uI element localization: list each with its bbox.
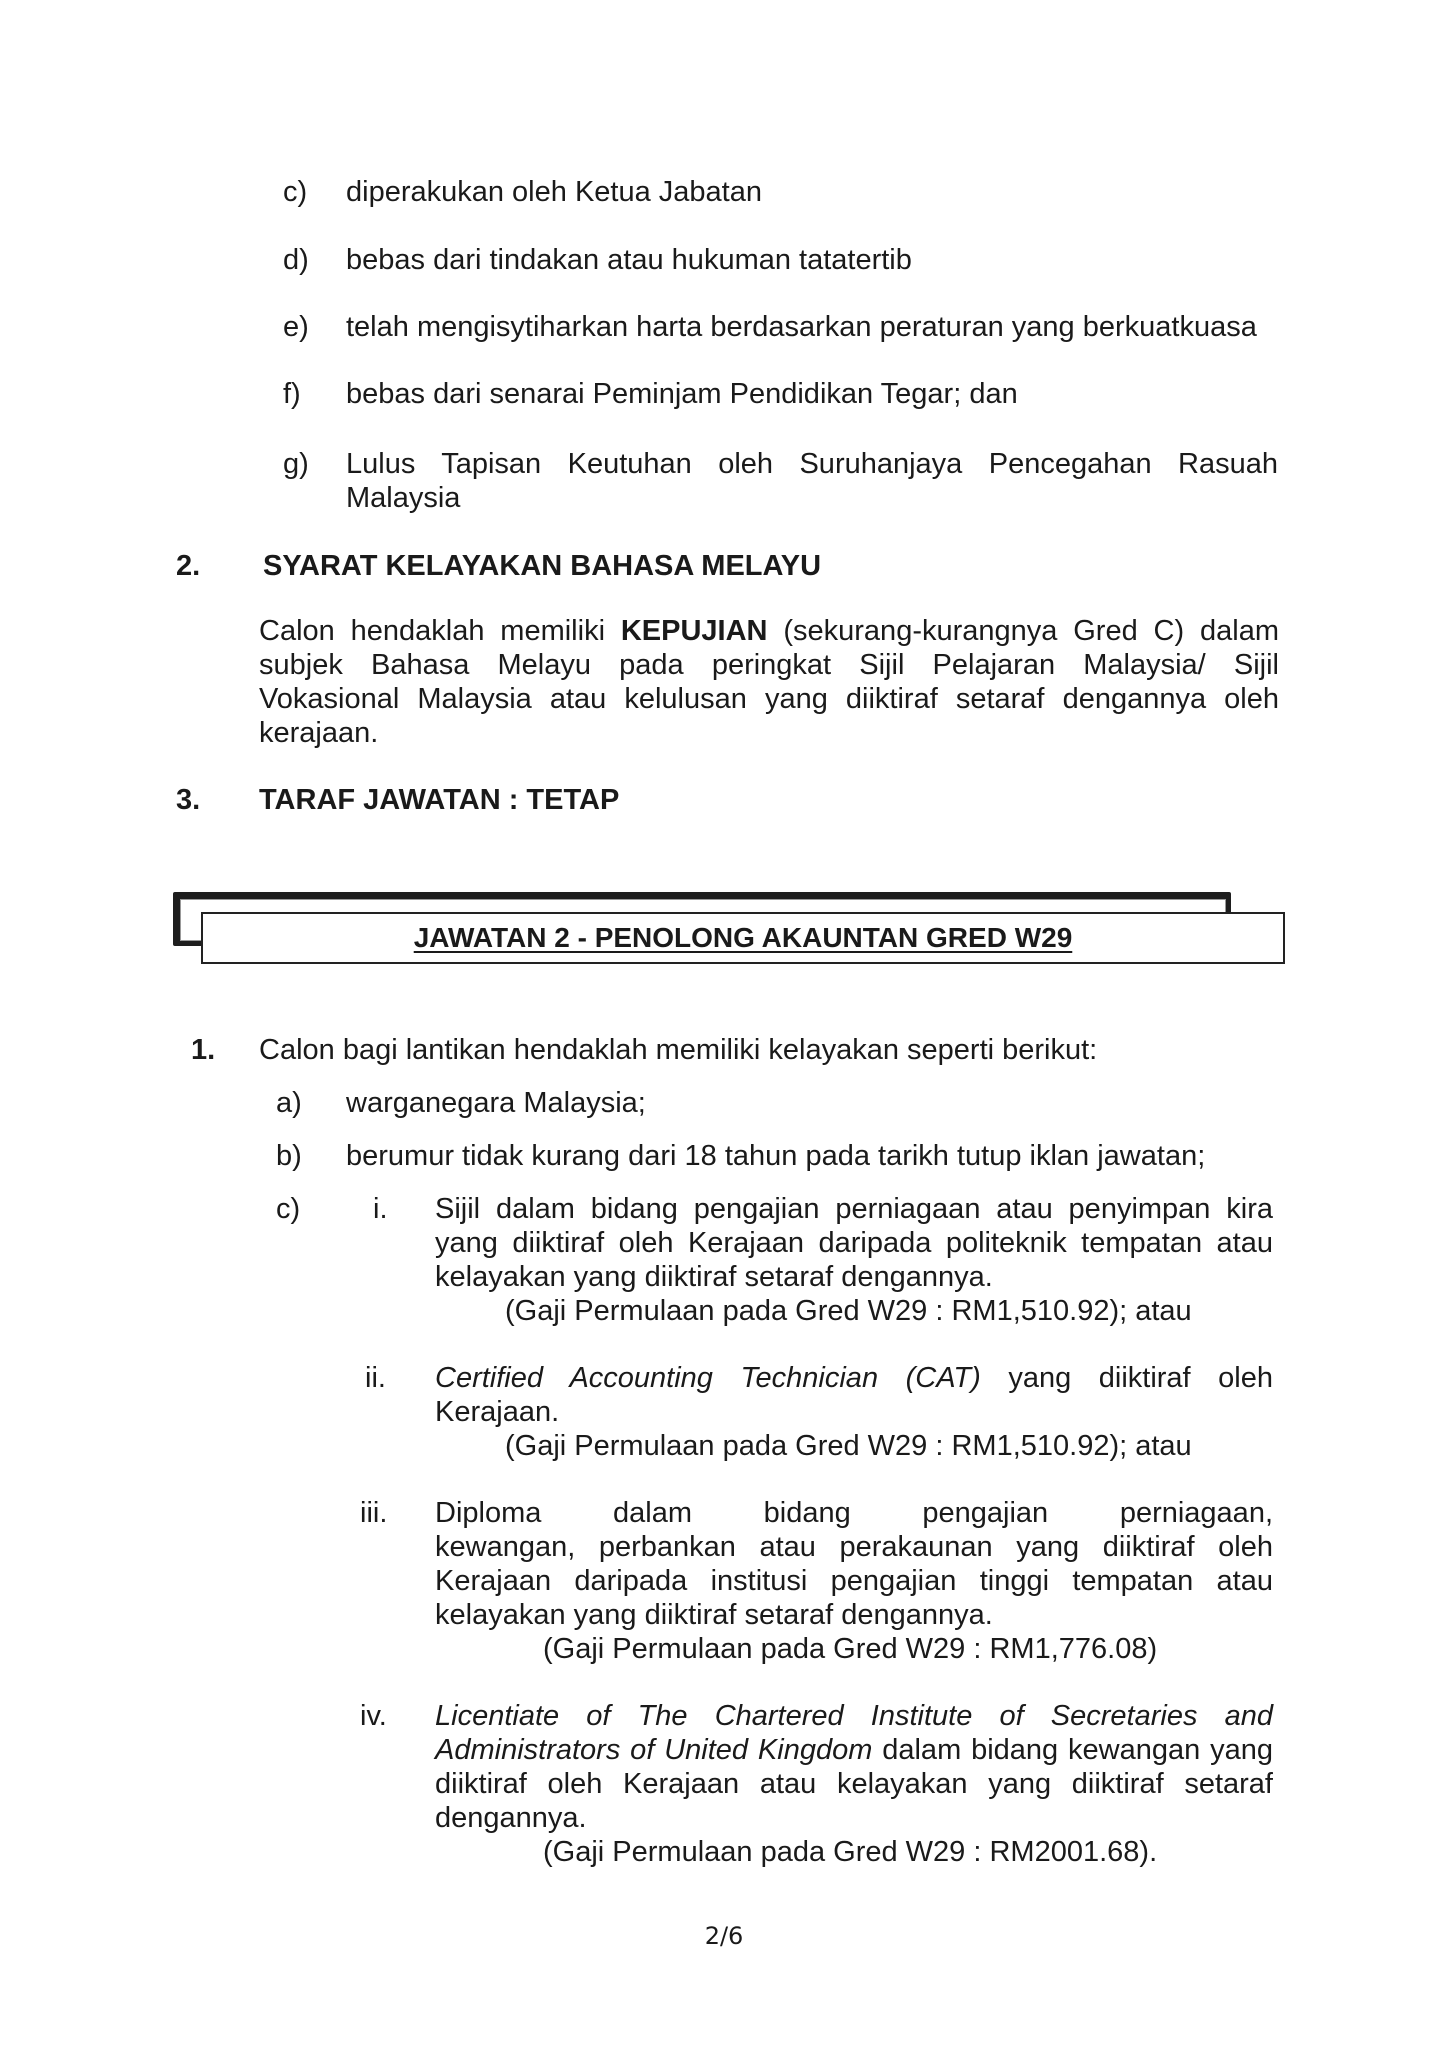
post2-marker-b: b) [276,1140,302,1172]
post2-marker-c: c) [276,1193,301,1225]
list-item-f-text: bebas dari senarai Peminjam Pendidikan Tegar; dan [346,378,1018,410]
list-marker-d: d) [283,244,309,276]
item-iii-numeral: iii. [360,1497,388,1529]
item-iii-line3: Kerajaan daripada institusi pengajian tinggi tempatan atau [435,1565,1273,1597]
section2-bold-kepujian: KEPUJIAN [620,615,768,647]
item-ii-salary: (Gaji Permulaan pada Gred W29 : RM1,510.92); atau [505,1430,1192,1462]
banner-title: JAWATAN 2 - PENOLONG AKAUNTAN GRED W29 [413,922,1073,953]
post2-intro: Calon bagi lantikan hendaklah memiliki kelayakan seperti berikut: [259,1034,1098,1066]
section2-text-before: Calon hendaklah memiliki [259,615,606,647]
list-item-e-text: telah mengisytiharkan harta berdasarkan peraturan yang berkuatkuasa [346,311,1257,343]
section3-heading: TARAF JAWATAN : TETAP [259,784,620,816]
item-iv-line4: dengannya. [435,1802,587,1834]
item-iv-italic-name: Administrators of United Kingdom [435,1734,873,1766]
post2-number: 1. [191,1034,216,1066]
page-number: 2/6 [704,1922,744,1950]
item-iii-line2: kewangan, perbankan atau perakaunan yang diiktiraf oleh [435,1531,1273,1563]
item-iii-line1: Diploma dalam bidang pengajian perniagaan, [435,1497,1273,1529]
item-iii-line4: kelayakan yang diiktiraf setaraf dengannya. [435,1599,993,1631]
item-i-salary: (Gaji Permulaan pada Gred W29 : RM1,510.92); atau [505,1295,1192,1327]
item-iv-salary: (Gaji Permulaan pada Gred W29 : RM2001.68). [543,1836,1158,1868]
list-item-c-text: diperakukan oleh Ketua Jabatan [346,176,762,208]
list-item-d-text: bebas dari tindakan atau hukuman tatatertib [346,244,912,276]
item-iv-line1: Licentiate of The Chartered Institute of Secretaries and [435,1700,1273,1732]
item-ii-line2: Kerajaan. [435,1396,560,1428]
list-marker-e: e) [283,311,309,343]
section2-paragraph-line4: kerajaan. [259,717,379,749]
post2-item-a-text: warganegara Malaysia; [346,1087,646,1119]
post2-marker-a: a) [276,1087,302,1119]
section2-paragraph-line2: subjek Bahasa Melayu pada peringkat Sijil Pelajaran Malaysia/ Sijil [259,649,1279,681]
item-iv-numeral: iv. [360,1700,387,1732]
section2-paragraph-line3: Vokasional Malaysia atau kelulusan yang diiktiraf setaraf dengannya oleh [259,683,1279,715]
section2-text-after: (sekurang-kurangnya Gred C) dalam [783,615,1279,647]
item-i-line3: kelayakan yang diiktiraf setaraf dengannya. [435,1261,993,1293]
item-iii-salary: (Gaji Permulaan pada Gred W29 : RM1,776.08) [543,1633,1158,1665]
item-i-numeral: i. [373,1193,388,1225]
list-marker-c: c) [283,176,308,208]
item-iv-line3: diiktiraf oleh Kerajaan atau kelayakan yang diiktiraf setaraf [435,1768,1273,1800]
item-iv-line2-rest: dalam bidang kewangan yang [882,1734,1273,1766]
item-ii-line1 [435,1362,1273,1395]
section3-number: 3. [176,784,201,816]
list-marker-g: g) [283,448,309,480]
item-ii-numeral: ii. [365,1362,386,1394]
list-item-g-line1: Lulus Tapisan Keutuhan oleh Suruhanjaya Pencegahan Rasuah [346,448,1278,480]
section2-paragraph-line1 [259,615,1279,648]
post2-item-b-text: berumur tidak kurang dari 18 tahun pada tarikh tutup iklan jawatan; [346,1140,1206,1172]
item-ii-line1-rest: yang diiktiraf oleh [1008,1362,1273,1394]
section2-heading: SYARAT KELAYAKAN BAHASA MELAYU [263,550,822,582]
item-iv-line2 [435,1734,1273,1767]
item-i-line1: Sijil dalam bidang pengajian perniagaan atau penyimpan kira [435,1193,1273,1225]
item-ii-italic-title: Certified Accounting Technician (CAT) [435,1362,981,1394]
item-i-line2: yang diiktiraf oleh Kerajaan daripada politeknik tempatan atau [435,1227,1273,1259]
section2-number: 2. [176,550,201,582]
list-marker-f: f) [283,378,301,410]
list-item-g-line2: Malaysia [346,482,461,514]
